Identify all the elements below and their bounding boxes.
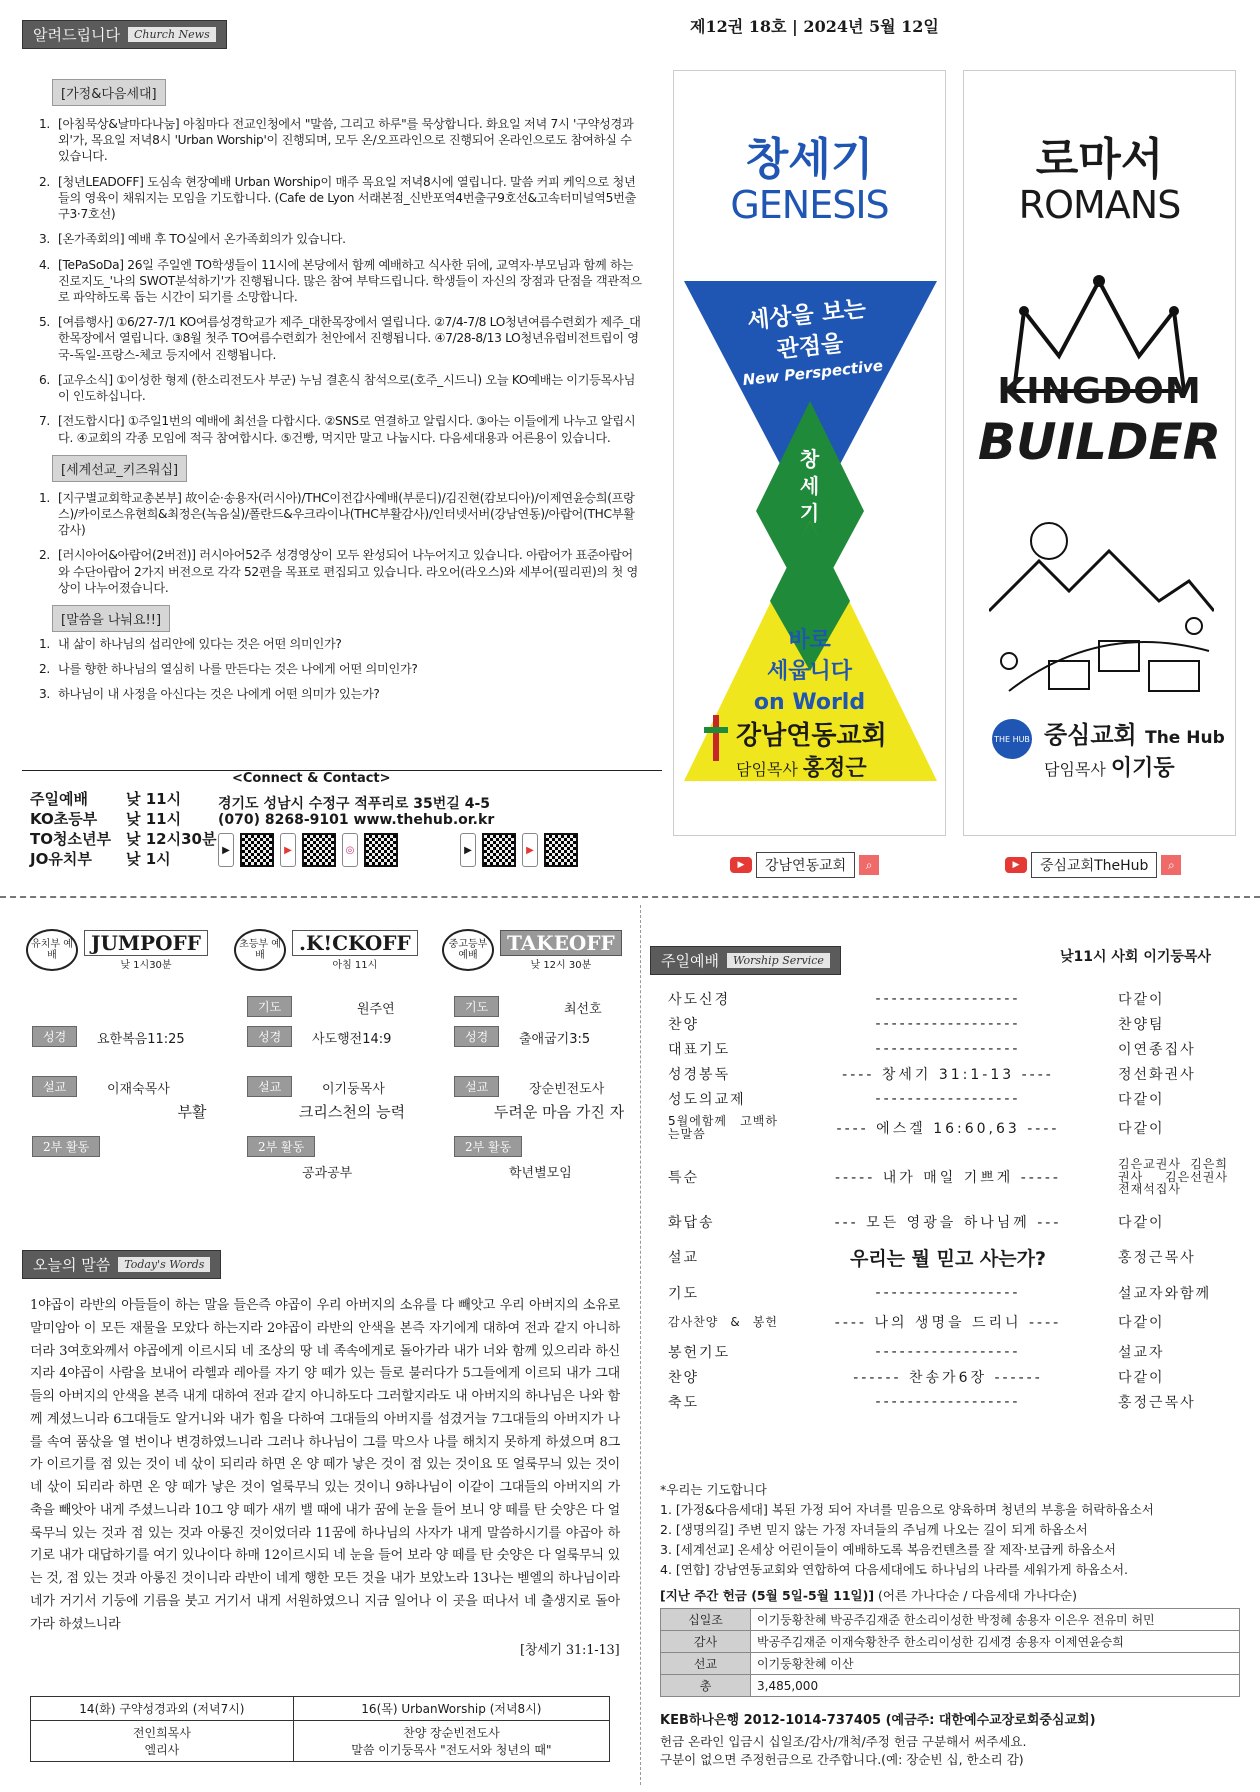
offering-note: (어른 가나다순 / 다음세대 가나다순) [878,1588,1077,1603]
offering-kind: 선교 [661,1653,751,1675]
offering-table [660,1608,1240,1697]
sns-row-1 [218,833,398,867]
kids-badge: 유치부 예배 [26,929,78,971]
genesis-tri2-line2: 세웁니다 [766,658,852,684]
worship-order [668,986,1228,1414]
cross-logo-icon [704,715,728,761]
news-item [32,257,642,306]
worship-item: 기도 [668,1285,700,1302]
worship-row [668,1061,1228,1086]
kids-activity: 학년별모임 [509,1166,572,1181]
prayer-list [660,1500,1240,1580]
offering-kind: 감사 [661,1631,751,1653]
service-name: KO초등부 [30,809,98,828]
worship-row [668,1305,1228,1339]
schedule-col1-line1: 전인희목사 [132,1726,191,1740]
news-item-text: [청년LEADOFF] 도심속 현장예배 Urban Worship이 매주 목요일 저녁8시에 열립니다. 말씀 커피 케익으로 청년들의 영육이 채워지는 모임을 기도합니다. (Cafe de Lyon 서래본점_신반포역4번출구9호선&고속터미널역5번출구3·7호선) [58,174,637,222]
worship-leader: 김은교권사 김은희권사 김은선권사 전재석집사 [1118,1157,1228,1197]
news-item-text: [교우소식] ①이성한 형제 (한소리전도사 부군) 누님 결혼식 참석으로(호주_시드니) 오늘 KO예배는 이기등목사님이 인도하십니다. [58,372,636,404]
news-item [32,116,642,165]
news-item-number: 5. [38,315,50,330]
worship-detail: ------------------ [875,1343,1021,1360]
news-item [32,314,642,363]
worship-item: 특순 [668,1170,700,1186]
worship-leader: 다같이 [1118,1214,1165,1231]
kids-program-name: TAKEOFF [500,930,622,956]
service-time-row [30,790,216,810]
kids-preacher: 이재숙목사 [107,1082,170,1097]
romans-pastor [1044,751,1175,782]
offering-names: 이기둥황찬혜 이산 [751,1653,1240,1675]
worship-row [668,1280,1228,1305]
contact-address: 경기도 성남시 수정구 적푸리로 35번길 4-5 [218,796,491,812]
kids-program-name: .K!CKOFF [292,930,418,956]
kids-scripture: 요한복음11:25 [97,1032,185,1047]
worship-leader: 이연종집사 [1118,1041,1196,1058]
todays-words-title-en: Today's Words [118,1257,210,1272]
kids-label-scripture: 성경 [247,1026,292,1047]
worship-leader: 다같이 [1118,1315,1165,1331]
kids-label-part2: 2부 활동 [32,1136,100,1157]
news-item [32,174,642,223]
worship-item: 축도 [668,1394,700,1411]
worship-detail: ------------------ [875,1040,1021,1057]
worship-item: 성경봉독 [668,1066,731,1083]
kids-label-part2: 2부 활동 [247,1136,315,1157]
kids-label-prayer: 기도 [454,996,499,1017]
kids-banner [26,920,210,980]
genesis-tri1-line3: New Perspective [741,356,884,390]
genesis-tri2-line3: on World [753,689,866,715]
worship-item: 봉헌기도 [668,1344,731,1361]
qr-code-icon [364,833,398,867]
genesis-church-name: 강남연동교회 [736,721,887,751]
genesis-tri1-line1: 세상을 보는 [746,295,868,335]
news-list-family [32,116,642,446]
offering-row [661,1675,1240,1697]
kids-label-scripture: 성경 [454,1026,499,1047]
worship-row [668,1011,1228,1036]
romans-card [963,70,1236,836]
genesis-pastor-name: 홍정근 [802,756,867,781]
worship-row [668,986,1228,1011]
kids-badge: 초등부 예배 [234,929,286,971]
service-name: 주일예배 [30,790,88,808]
kids-label-sermon: 설교 [247,1076,292,1097]
genesis-tri1-line2: 관점을 [775,330,845,364]
romans-youtube-link[interactable] [1005,852,1181,878]
weekly-schedule [30,1696,610,1762]
kids-banner-title [500,930,622,971]
worship-presider: 낮11시 사회 이기둥목사 [1060,949,1211,965]
worship-header-box [650,946,841,975]
schedule-col1-body [31,1721,294,1762]
kids-prayer-leader: 최선호 [564,1002,602,1017]
kids-preacher: 장순빈전도사 [529,1082,605,1097]
prayer-item: 1. [가정&다음세대] 복된 가정 되어 자녀를 믿음으로 양육하며 청년의 부흥을 허락하옵소서 [660,1502,1154,1517]
news-item-number: 1. [38,637,50,652]
section-tag-family: [가정&다음세대] [52,79,166,106]
church-news-header [22,20,227,49]
news-item-number: 6. [38,372,50,387]
service-times [30,790,216,870]
genesis-mid-3: 기 [799,501,820,525]
kids-sermon-title: 부활 [177,1103,207,1121]
worship-leader: 홍정근목사 [1118,1250,1196,1266]
romans-pastor-name: 이기둥 [1110,756,1175,781]
worship-item: 5월에함께 고백하는말씀 [668,1114,778,1141]
worship-item: 설교 [668,1250,700,1266]
worship-leader: 찬양팀 [1118,1016,1165,1033]
worship-leader: 다같이 [1118,1121,1165,1137]
youtube-icon[interactable]: ▶ [280,833,296,867]
genesis-youtube-name: 강남연동교회 [756,852,855,878]
genesis-card [673,70,946,836]
worship-row [668,1111,1228,1145]
offering-names: 박공주김재준 이재숙황찬주 한소리이성한 김세경 송용자 이제연윤승희 [751,1631,1240,1653]
worship-row [668,1145,1228,1209]
news-item-text: [러시아어&아랍어(2버전)] 러시아어52주 성경영상이 모두 완성되어 나누어지고 있습니다. 아랍어가 표준아랍어와 수단아랍어 2가지 버전으로 각각 52편을 목표로 편집되고 있습니다. 라오어(라오스)와 세부어(필리핀)의 첫 영상이 나누어졌습니다. [58,548,638,595]
news-item-text: [온가족회의] 예배 후 TO실에서 온가족회의가 있습니다. [58,232,346,247]
youtube-play-icon: ▶ [730,857,752,873]
video-icon[interactable]: ▶ [460,833,476,867]
sns-row-2 [460,833,578,867]
worship-row [668,1209,1228,1234]
city-landscape-illustration [989,491,1214,711]
connect-contact-title: <Connect & Contact> [232,771,391,786]
youtube-play-icon: ▶ [1005,857,1027,873]
worship-detail: ---- 에스겔 16:60,63 ---- [836,1121,1060,1137]
worship-row [668,1364,1228,1389]
genesis-pastor [736,751,867,782]
news-item-text: [TePaSoDa] 26일 주일엔 TO학생들이 11시에 본당에서 함께 예배하고 식사한 뒤에, 교역자·부모님과 함께 하는 진로지도_'나의 SWOT분석하기'가 진행됩니다. 많은 참여 부탁드립니다. 학생들이 자신의 장점과 단점을 객관적으로 파악하도록 돕는 시간이 되기를 소망합니다. [58,257,642,304]
worship-leader: 다같이 [1118,1369,1165,1386]
romans-church-ko: 중심교회 [1044,721,1137,749]
offering-kind: 총 [661,1675,751,1697]
offering-row [661,1653,1240,1675]
news-item [32,231,642,247]
worship-item: 감사찬양 & 봉헌 [668,1314,778,1329]
worship-row [668,1036,1228,1061]
worship-item: 성도의교제 [668,1091,746,1108]
church-news-title-en: Church News [128,27,216,42]
service-time: 낮 11시 [126,790,182,808]
kids-label-part2: 2부 활동 [454,1136,522,1157]
service-name: TO청소년부 [30,829,111,848]
kids-program-time: 아침 11시 [332,959,378,971]
genesis-pastor-label: 담임목사 [736,760,798,779]
church-news-title: 알려드립니다 [33,26,120,44]
news-list-share [32,636,642,703]
instagram-icon[interactable]: ◎ [342,833,358,867]
kids-label-scripture: 성경 [32,1026,77,1047]
worship-detail: ------ 찬송가6장 ------ [853,1369,1043,1386]
worship-item: 찬양 [668,1369,700,1386]
qr-code-icon [544,833,578,867]
worship-detail: ------------------ [875,1284,1021,1301]
todays-words-text: 1야곱이 라반의 아들들이 하는 말을 들은즉 야곱이 우리 아버지의 소유를 다 빼앗고 우리 아버지의 소유로 말미암아 이 모든 재물을 모았다 하는지라 2야곱이 라반의 안색을 본즉 자기에게 대하여 전과 같지 아니하더라 3여호와께서 야곱에게 이르시되 네 조상의 땅 네 족속에게로 돌아가라 내가 너와 함께 있으리라 하신지라 4야곱이 사람을 보내어 라헬과 레아를 자기 양 떼가 있는 들로 불러다가 5그들에게 이르되 내가 그대들의 아버지의 안색을 본즉 내게 대하여 전과 같지 아니하도다 그러할지라도 내 아버지의 하나님은 나와 함께 계셨느니라 6그대들도 알거니와 내가 힘을 다하여 그대들의 아버지를 섬겼거늘 7그대들의 아버지가 나를 속여 품삯을 열 번이나 변경하였느니라 그러나 하나님이 그를 막으사 나를 해치지 못하게 하셨으며 8그가 이르기를 점 있는 것이 네 삯이 되리라 하면 온 양 떼가 낳은 것이 점 있는 것이요 또 얼룩무늬 있는 것이 네 삯이 되리라 하면 온 양 떼가 낳은 것이 얼룩무늬 있는 것이니 9하나님이 이같이 그대들의 아버지의 가축을 빼앗아 내게 주셨느니라 10그 양 떼가 새끼 밸 때에 내가 꿈에 눈을 들어 보니 양 떼를 탄 숫양은 다 얼룩무늬 있는 것과 점 있는 것과 아롱진 것이었더라 11꿈에 하나님의 사자가 내게 말씀하시기를 야곱아 하기로 내가 대답하기를 여기 있나이다 하매 12이르시되 네 눈을 들어 보라 양 떼를 탄 숫양은 다 얼룩무늬 있는 것, 점 있는 것과 아롱진 것이니라 라반이 네게 행한 모든 것을 내가 보았노라 13나는 벧엘의 하나님이라 네가 거기서 기둥에 기름을 붓고 거기서 내게 서원하였으니 지금 일어나 이 곳을 떠나서 네 출생지로 돌아가라 하셨느니라 [30,1298,620,1632]
romans-pastor-label: 담임목사 [1044,760,1106,779]
connect-divider [22,770,662,771]
worship-detail: --- 모든 영광을 하나님께 --- [834,1214,1062,1231]
news-item-text: 하나님이 내 사정을 아신다는 것은 나에게 어떤 의미가 있는가? [58,687,380,702]
genesis-tri2-text [674,626,945,718]
church-news-panel [22,20,662,712]
offering-section [660,1586,1240,1768]
worship-detail: 우리는 뭘 믿고 사는가? [849,1247,1047,1270]
bank-account: KEB하나은행 2012-1014-737405 (예금주: 대한예수교장로회중심교회) [660,1713,1096,1728]
worship-row [668,1234,1228,1280]
offering-note1: 헌금 온라인 입금시 십일조/감사/개척/주정 헌금 구분해서 써주세요. [660,1734,1027,1749]
offering-row [661,1631,1240,1653]
news-item-number: 2. [38,174,50,189]
section-tag-mission: [세계선교_키즈워십] [52,455,187,482]
schedule-col2-line1: 찬양 장순빈전도사 [403,1726,500,1740]
news-item [32,490,642,539]
news-item [32,661,642,677]
worship-detail: ---- 나의 생명을 드리니 ---- [834,1315,1062,1331]
news-item-number: 2. [38,662,50,677]
bottom-divider [640,905,641,1785]
todays-words-ref: [창세기 31:1-13] [520,1643,620,1658]
news-item-text: 내 삶이 하나님의 섭리안에 있다는 것은 어떤 의미인가? [58,637,342,652]
romans-title-ko: 로마서 [1035,134,1164,185]
news-item-number: 1. [38,117,50,131]
genesis-mid-text [674,446,945,527]
prayer-section [660,1480,1240,1580]
kids-label-sermon: 설교 [454,1076,499,1097]
search-icon[interactable]: ⌕ [1161,855,1181,875]
genesis-tri2-line1: 바로 [788,628,831,653]
contact-phone-web[interactable]: (070) 8268-9101 www.thehub.or.kr [218,812,495,828]
worship-item: 화답송 [668,1214,715,1231]
kids-banner-title [84,930,208,971]
kids-badge: 중고등부 예배 [442,929,494,971]
news-item [32,372,642,404]
worship-detail: ------------------ [875,1015,1021,1032]
search-icon[interactable]: ⌕ [859,855,879,875]
news-item-text: [지구별교회학교총본부] 故이순·송용자(러시아)/THC이전갑사예배(부룬디)/김진현(캄보디아)/이제연윤승희(프랑스)/카이로스유현희&최정은(녹음실)/폴란드&우크라이나(THC부활감사)/인터넷서버(강남연동)/아랍어(THC부활감사) [58,490,635,538]
kids-scripture: 출애굽기3:5 [519,1032,591,1047]
qr-code-icon [240,833,274,867]
service-time-row [30,830,216,850]
service-time: 낮 11시 [126,809,182,828]
offering-kind: 십일조 [661,1609,751,1631]
worship-row [668,1389,1228,1414]
romans-builder: BUILDER [977,413,1222,471]
page-divider [0,896,1260,898]
service-time-row [30,810,216,830]
prayer-item: 3. [세계선교] 온세상 어린이들이 예배하도록 복음컨텐츠를 잘 제작·보급케 하옵소서 [660,1542,1116,1557]
offering-title-row [660,1586,1240,1604]
kids-grid [22,996,625,1181]
offering-note2: 구분이 없으면 주정헌금으로 간주합니다.(예: 장순빈 십, 한소리 감) [660,1752,1024,1767]
worship-leader: 다같이 [1118,991,1165,1008]
todays-words-title: 오늘의 말씀 [33,1256,111,1274]
kids-program-time: 낮 1시30분 [120,959,172,971]
worship-header [650,946,841,975]
news-list-mission [32,490,642,596]
kids-program-time: 낮 12시 30분 [530,959,592,971]
worship-leader: 홍정근목사 [1118,1394,1196,1411]
service-name: JO유치부 [30,849,92,868]
romans-church-en: The Hub [1145,728,1225,748]
romans-title-en: ROMANS [1018,183,1181,227]
schedule-col1-line2: 엘리사 [144,1743,180,1757]
news-item [32,636,642,652]
qr-code-icon [482,833,516,867]
worship-detail: ------------------ [875,1090,1021,1107]
news-item-number: 1. [38,490,50,505]
worship-detail: ------------------ [875,990,1021,1007]
offering-names: 이기둥황찬혜 박공주김재준 한소리이성한 박정혜 송용자 이은우 전유미 허민 [751,1609,1240,1631]
news-item-number: 4. [38,257,50,272]
news-item-text: 나를 향한 하나님의 열심히 나를 만든다는 것은 나에게 어떤 의미인가? [58,662,418,677]
news-item-number: 2. [38,548,50,563]
kids-banner [442,920,626,980]
kids-preacher: 이기둥목사 [322,1082,385,1097]
schedule-col2-line2: 말씀 이기둥목사 "전도서와 청년의 때" [351,1743,552,1757]
news-item-number: 3. [38,687,50,702]
worship-title-en: Worship Service [727,953,830,968]
genesis-youtube-link[interactable] [730,852,879,878]
worship-detail: ------------------ [875,1393,1021,1410]
schedule-col2-head: 16(목) UrbanWorship (저녁8시) [293,1697,609,1721]
section-tag-share: [말씀을 나눠요!!] [52,605,170,632]
news-item [32,413,642,445]
kids-banner-row [26,920,626,980]
worship-leader: 설교자와함께 [1118,1285,1212,1302]
kids-prayer-leader: 원주연 [357,1002,395,1017]
news-item-number: 7. [38,414,50,429]
genesis-title-ko: 창세기 [745,134,874,185]
video-icon[interactable]: ▶ [218,833,234,867]
schedule-col1-head: 14(화) 구약성경과외 (저녁7시) [31,1697,294,1721]
romans-youtube-name: 중심교회TheHub [1031,852,1157,878]
worship-item: 찬양 [668,1016,700,1033]
issue-info: 제12권 18호 | 2024년 5월 12일 [690,17,939,36]
worship-leader: 설교자 [1118,1344,1165,1361]
worship-row [668,1339,1228,1364]
kids-sermon-title: 두려운 마음 가진 자 [493,1103,625,1121]
news-item [32,547,642,596]
todays-words-header [22,1250,221,1279]
kids-label-prayer: 기도 [247,996,292,1017]
kids-banner-title [292,930,418,971]
offering-title: [지난 주간 헌금 (5월 5일-5월 11일)] [660,1588,875,1603]
offering-row [661,1609,1240,1631]
news-item-text: [아침묵상&날마다나눔] 아침마다 전교인청에서 "말씀, 그리고 하루"를 묵상합니다. 화요일 저녁 7시 '구약성경과외'가, 목요일 저녁8시 'Urban Worship'이 진행되며, 모두 온/오프라인으로 진행되어 온라인으로도 참여하실 수 있습니다. [58,117,634,164]
worship-detail: ----- 내가 매일 기쁘게 ----- [835,1170,1061,1186]
worship-item: 대표기도 [668,1041,731,1058]
todays-words-header-box [22,1250,221,1279]
prayer-item: 4. [연합] 강남연동교회와 연합하여 다음세대에도 하나님의 나라를 세워가게 하옵소서. [660,1562,1128,1577]
worship-leader: 정선화권사 [1118,1066,1196,1083]
news-item-number: 3. [38,232,50,247]
service-time-row [30,850,216,870]
worship-row [668,1086,1228,1111]
news-item [32,686,642,702]
worship-item: 사도신경 [668,991,731,1008]
genesis-title-en: GENESIS [730,183,889,227]
qr-code-icon [302,833,336,867]
kids-label-sermon: 설교 [32,1076,77,1097]
kids-program-name: JUMPOFF [84,930,208,956]
schedule-col2-body [293,1721,609,1762]
genesis-mid-1: 창 [799,447,820,471]
prayer-item: 2. [생명의길] 주변 믿지 않는 가정 자녀들의 주님께 나오는 길이 되게 하옵소서 [660,1522,1088,1537]
offering-names: 3,485,000 [751,1675,1240,1697]
genesis-mid-2: 세 [799,474,820,498]
hub-logo-text: THE HUB [994,734,1030,744]
news-item-text: [전도합시다] ①주일1번의 예배에 최선을 다합시다. ②SNS로 연결하고 알립시다. ③아는 이들에게 나누고 알립시다. ④교회의 각종 모임에 적극 참여합시다. ⑤건빵, 먹지만 말고 나눕시다. 다음세대용과 어른용이 있습니다. [58,414,636,445]
romans-kingdom: KINGDOM [997,371,1202,412]
prayer-title: *우리는 기도합니다 [660,1482,767,1497]
hub-logo-icon [992,719,1032,759]
worship-leader: 다같이 [1118,1091,1165,1108]
kids-sermon-title: 크리스천의 능력 [298,1103,406,1121]
service-time: 낮 12시30분 [126,829,217,848]
kids-scripture: 사도행전14:9 [312,1032,392,1047]
schedule-table [30,1696,610,1762]
romans-church-name [1044,715,1225,750]
youtube-icon[interactable]: ▶ [522,833,538,867]
service-time: 낮 1시 [126,849,171,868]
kids-activity: 공과공부 [302,1166,353,1181]
worship-detail: ---- 창세기 31:1-13 ---- [842,1066,1054,1083]
worship-title: 주일예배 [661,952,719,970]
kids-banner [234,920,418,980]
news-item-text: [여름행사] ①6/27-7/1 KO여름성경학교가 제주_대한목장에서 열립니다. ②7/4-7/8 LO청년여름수련회가 제주_대한목장에서 열립니다. ③8월 첫주 TO여름수련회가 천안에서 진행됩니다. ④7/28-8/13 LO청년유럽비전트립이 영국-독일-프랑스-체코 등지에서 진행됩니다. [58,315,641,362]
